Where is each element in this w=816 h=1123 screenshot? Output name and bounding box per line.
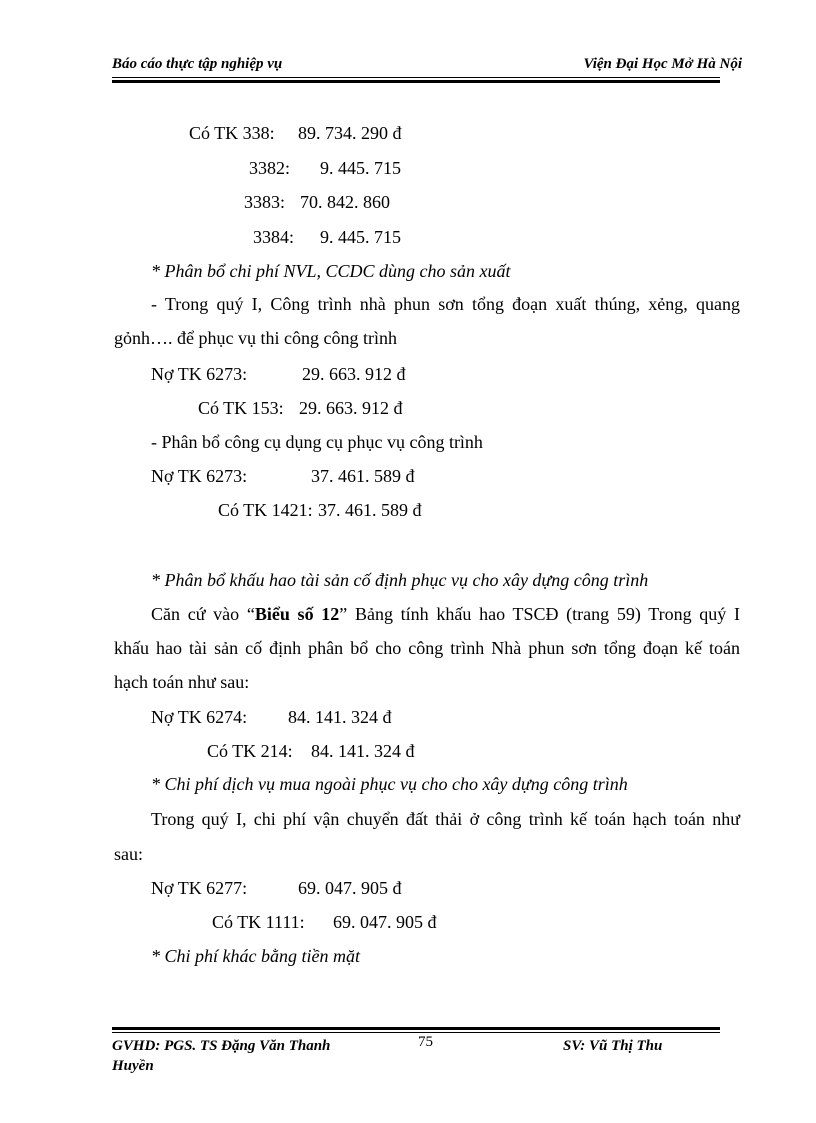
footer-gvhd-line2: Huyền <box>112 1058 154 1074</box>
section-dichvu-heading: * Chi phí dịch vụ mua ngoài phục vụ cho cho xây dựng công trình <box>151 774 628 794</box>
section-nvl-co2-label: Có TK 1421: <box>218 500 313 520</box>
section-nvl-no2-label: Nợ TK 6273: <box>151 466 248 486</box>
header-rule-thin <box>112 77 720 78</box>
section-khauhao-co-value: 84. 141. 324 đ <box>311 741 415 761</box>
header-rule-thick <box>112 80 720 83</box>
section-nvl-paragraph-line1: - Trong quý I, Công trình nhà phun sơn tổng đoạn xuất thúng, xẻng, quang <box>151 294 740 314</box>
section-khauhao-paragraph-line3: hạch toán như sau: <box>114 672 250 692</box>
section-nvl-no2-value: 37. 461. 589 đ <box>311 466 415 486</box>
section-nvl-no-label: Nợ TK 6273: <box>151 364 248 384</box>
footer-student: SV: Vũ Thị Thu <box>563 1038 663 1054</box>
footer-rule-thin <box>112 1032 720 1033</box>
section-nvl-no-value: 29. 663. 912 đ <box>302 364 406 384</box>
footer-rule-thick <box>112 1027 720 1030</box>
entry-co-338-label: Có TK 338: <box>189 123 275 143</box>
page-number: 75 <box>418 1034 433 1050</box>
section-dichvu-no-label: Nợ TK 6277: <box>151 878 248 898</box>
section-dichvu-no-value: 69. 047. 905 đ <box>298 878 402 898</box>
section-khauhao-paragraph-line1 <box>151 604 740 625</box>
khauhao-suffix: ” Bảng tính khấu hao TSCĐ (trang 59) Trong quý I <box>339 604 741 624</box>
entry-3384-value: 9. 445. 715 <box>320 227 401 247</box>
entry-3383-label: 3383: <box>244 192 286 212</box>
section-khauhao-no-label: Nợ TK 6274: <box>151 707 248 727</box>
footer-gvhd-line1: GVHD: PGS. TS Đặng Văn Thanh <box>112 1038 331 1054</box>
header-right-title: Viện Đại Học Mở Hà Nội <box>583 56 742 72</box>
entry-co-338-value: 89. 734. 290 đ <box>298 123 402 143</box>
section-khauhao-co-label: Có TK 214: <box>207 741 293 761</box>
section-dichvu-paragraph-line1: Trong quý I, chi phí vận chuyển đất thải ở công trình kế toán hạch toán như <box>151 809 740 829</box>
entry-3384-label: 3384: <box>253 227 295 247</box>
section-khac-heading: * Chi phí khác bằng tiền mặt <box>151 946 360 966</box>
section-khauhao-paragraph-line2: khấu hao tài sản cố định phân bổ cho công trình Nhà phun sơn tổng đoạn kế toán <box>114 638 740 658</box>
entry-3382-value: 9. 445. 715 <box>320 158 401 178</box>
section-nvl-paragraph-line2: gỏnh…. để phục vụ thi công công trình <box>114 328 397 348</box>
section-dichvu-co-value: 69. 047. 905 đ <box>333 912 437 932</box>
section-khauhao-heading: * Phân bổ khấu hao tài sản cố định phục vụ cho xây dựng công trình <box>151 570 649 590</box>
header-left-title: Báo cáo thực tập nghiệp vụ <box>112 56 283 72</box>
section-nvl-co-value: 29. 663. 912 đ <box>299 398 403 418</box>
entry-3383-value: 70. 842. 860 <box>300 192 390 212</box>
entry-3382-label: 3382: <box>249 158 291 178</box>
section-dichvu-co-label: Có TK 1111: <box>212 912 305 932</box>
section-dichvu-paragraph-line2: sau: <box>114 844 143 864</box>
section-khauhao-no-value: 84. 141. 324 đ <box>288 707 392 727</box>
khauhao-prefix: Căn cứ vào “ <box>151 604 255 624</box>
section-nvl-co2-value: 37. 461. 589 đ <box>318 500 422 520</box>
section-nvl-co-label: Có TK 153: <box>198 398 284 418</box>
section-nvl-heading: * Phân bổ chi phí NVL, CCDC dùng cho sản xuất <box>151 261 511 281</box>
section-nvl-ccdc-line: - Phân bổ công cụ dụng cụ phục vụ công trình <box>151 432 483 452</box>
khauhao-bieu-so-ref: Biểu số 12 <box>254 604 340 624</box>
